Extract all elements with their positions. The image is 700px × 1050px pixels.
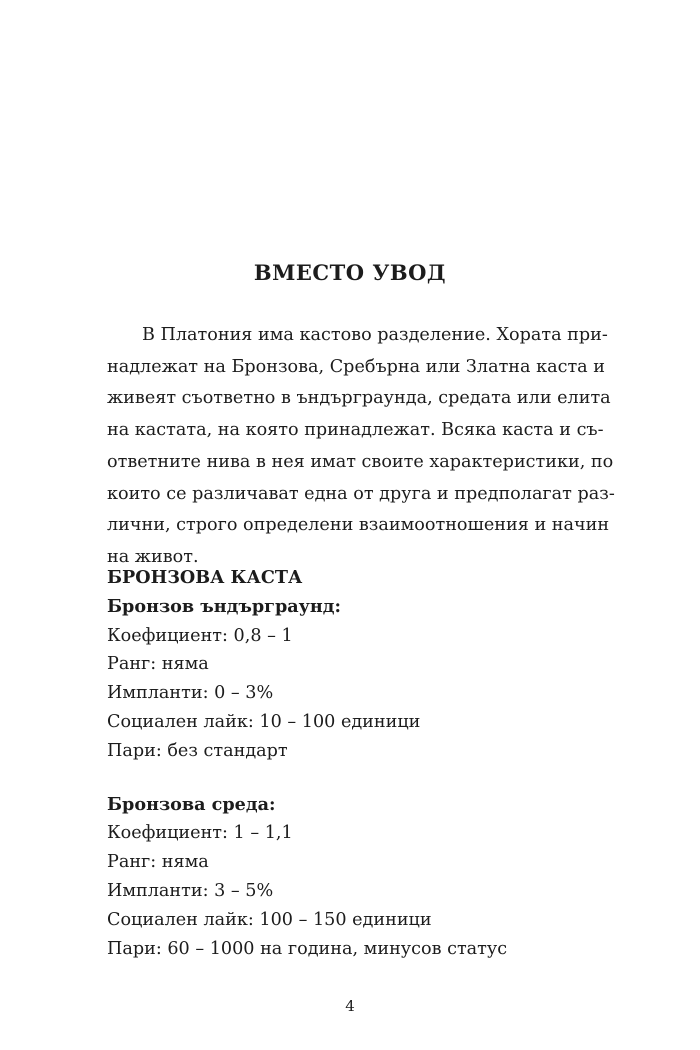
chapter-title: ВМЕСТО УВОД (253, 260, 447, 285)
intro-line: лични, строго определени взаимоотношения и начин (107, 515, 610, 536)
intro-line: които се различават една от друга и предполагат раз- (107, 483, 615, 504)
attribute-line: Коефициент: 0,8 – 1 (107, 625, 293, 646)
attribute-line: Пари: 60 – 1000 на година, минусов статус (107, 938, 508, 959)
attribute-line: Импланти: 3 – 5% (107, 880, 274, 901)
group-spacer (107, 766, 589, 791)
attribute-line: Социален лайк: 10 – 100 единици (107, 711, 421, 732)
attribute-line: Ранг: няма (107, 852, 209, 873)
intro-line: В Платония има кастово разделение. Хората при- (142, 325, 608, 345)
caste-group-underground (107, 593, 589, 766)
intro-line: на живот. (107, 546, 199, 567)
group-heading: Бронзова среда: (107, 793, 276, 815)
intro-line: на кастата, на която принадлежат. Всяка каста и съ- (107, 420, 604, 441)
attribute-line: Коефициент: 1 – 1,1 (107, 823, 293, 844)
caste-section (107, 564, 589, 963)
attribute-line: Ранг: няма (107, 654, 209, 675)
attribute-line: Пари: без стандарт (107, 740, 288, 761)
caste-group-middle (107, 791, 589, 964)
intro-paragraph (107, 320, 615, 574)
group-heading: Бронзов ъндърграунд: (107, 595, 342, 617)
intro-line: живеят съответно в ъндърграунда, средата или елита (107, 388, 611, 409)
caste-heading: БРОНЗОВА КАСТА (107, 567, 303, 588)
page-number: 4 (345, 997, 355, 1015)
attribute-line: Социален лайк: 100 – 150 единици (107, 909, 432, 930)
intro-line: надлежат на Бронзова, Сребърна или Златна каста и (107, 356, 605, 377)
attribute-line: Импланти: 0 – 3% (107, 683, 274, 704)
intro-line: ответните нива в нея имат своите характеристики, по (107, 451, 614, 472)
